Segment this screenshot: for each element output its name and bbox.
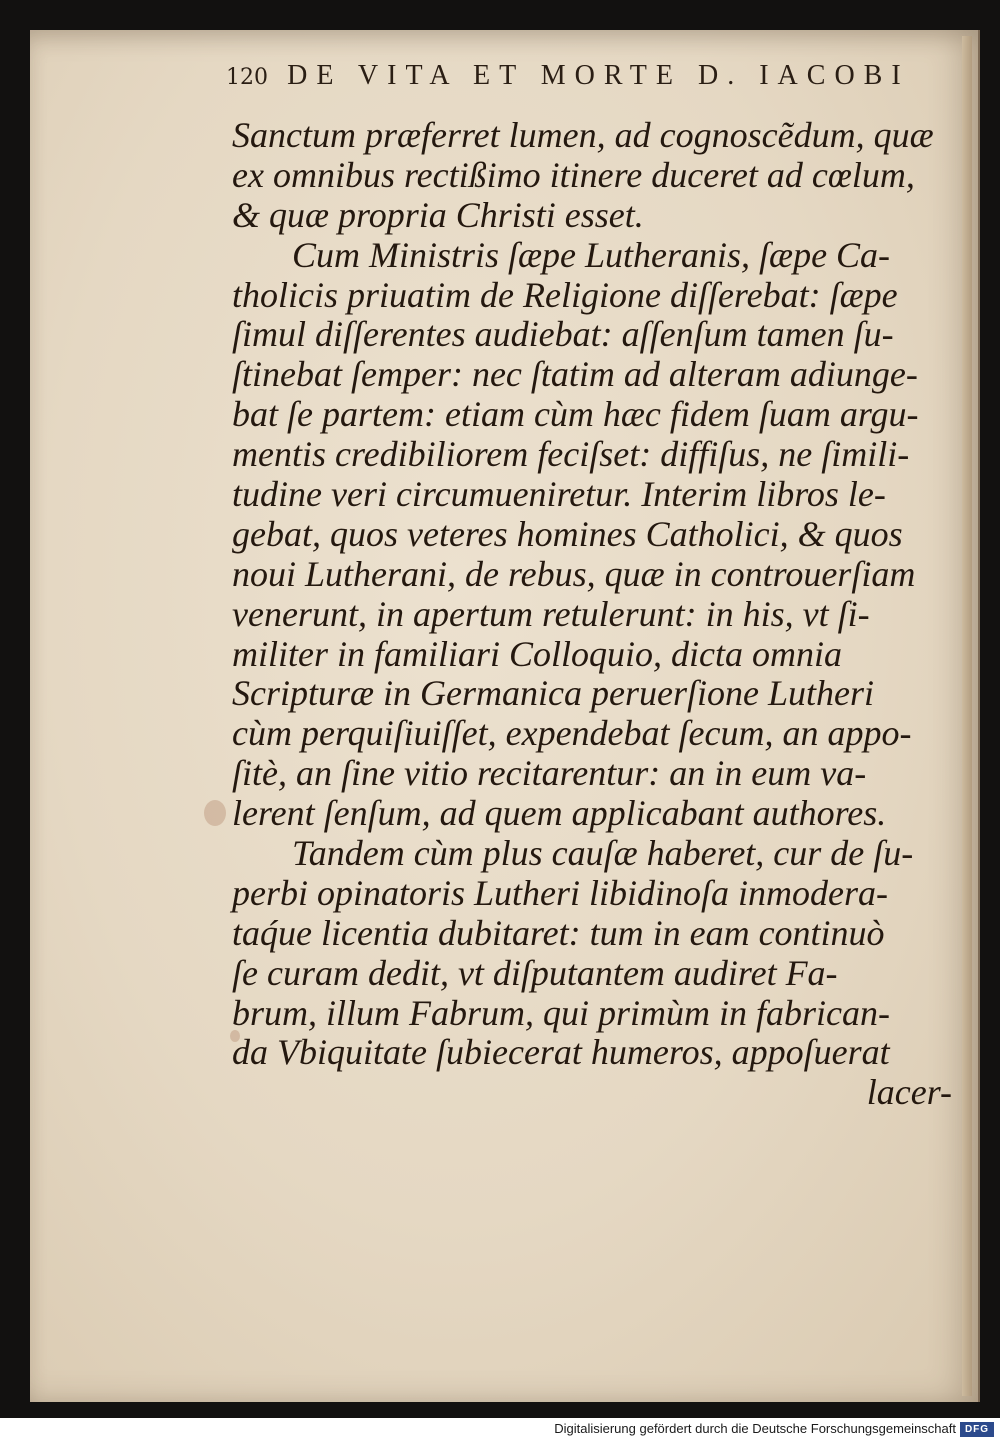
text-line: ſimul diſſerentes audiebat: aſſenſum tamen ſu-: [232, 314, 894, 355]
running-head: [226, 60, 916, 100]
text-line: gebat, quos veteres homines Catholici, & quos: [232, 513, 903, 554]
text-line: tholicis priuatim de Religione diſſerebat: ſæpe: [232, 274, 898, 315]
text-line: tudine veri circumueniretur. Interim libros le-: [232, 474, 886, 515]
text-line: perbi opinatoris Lutheri libidinoſa inmodera-: [232, 872, 889, 913]
running-title: DE VITA ET MORTE D. IACOBI: [287, 60, 910, 91]
text-line: taq́ue licentia dubitaret: tum in eam continuò: [232, 912, 885, 953]
text-line: Scripturæ in Germanica peruerſione Lutheri: [232, 673, 874, 714]
funding-notice: Digitalisierung gefördert durch die Deutsche Forschungsgemeinschaft: [554, 1421, 956, 1436]
text-line: bat ſe partem: etiam cùm hæc fidem ſuam argu-: [232, 394, 919, 435]
text-line: noui Lutherani, de rebus, quæ in controuerſiam: [232, 553, 916, 594]
text-line: Cum Ministris ſæpe Lutheranis, ſæpe Ca-: [292, 234, 891, 275]
page-number: 120: [226, 65, 268, 90]
text-line: militer in familiari Colloquio, dicta omnia: [232, 633, 843, 674]
text-line: brum, illum Fabrum, qui primùm in fabrican-: [232, 992, 891, 1033]
dfg-logo-icon[interactable]: DFG: [960, 1422, 994, 1437]
text-line: ſitè, an ſine vitio recitarentur: an in eum va-: [232, 753, 867, 794]
footer-bar: [0, 1418, 1000, 1442]
text-line: mentis credibiliorem feciſset: diffiſus, ne ſimili-: [232, 434, 910, 475]
foxing-spot: [204, 800, 226, 826]
body-text: [232, 116, 962, 1113]
text-line: Tandem cùm plus cauſæ haberet, cur de ſu-: [292, 833, 914, 874]
text-line: & quæ propria Christi esset.: [232, 194, 644, 235]
text-line: da Vbiquitate ſubiecerat humeros, appoſuerat: [232, 1032, 890, 1073]
text-line: ex omnibus rectißimo itinere duceret ad cœlum,: [232, 154, 915, 195]
catchword: lacer-: [866, 1072, 952, 1113]
text-line: ſe curam dedit, vt diſputantem audiret Fa-: [232, 952, 838, 993]
text-line: venerunt, in apertum retulerunt: in his, vt ſi-: [232, 593, 870, 634]
text-line: ſtinebat ſemper: nec ſtatim ad alteram adiunge-: [232, 354, 918, 395]
text-line: lerent ſenſum, ad quem applicabant authores.: [232, 793, 887, 834]
text-line: cùm perquiſiuiſſet, expendebat ſecum, an appo-: [232, 713, 912, 754]
page-edge: [962, 36, 972, 1396]
text-line: Sanctum præferret lumen, ad cognoscẽdum, quæ: [232, 115, 934, 155]
